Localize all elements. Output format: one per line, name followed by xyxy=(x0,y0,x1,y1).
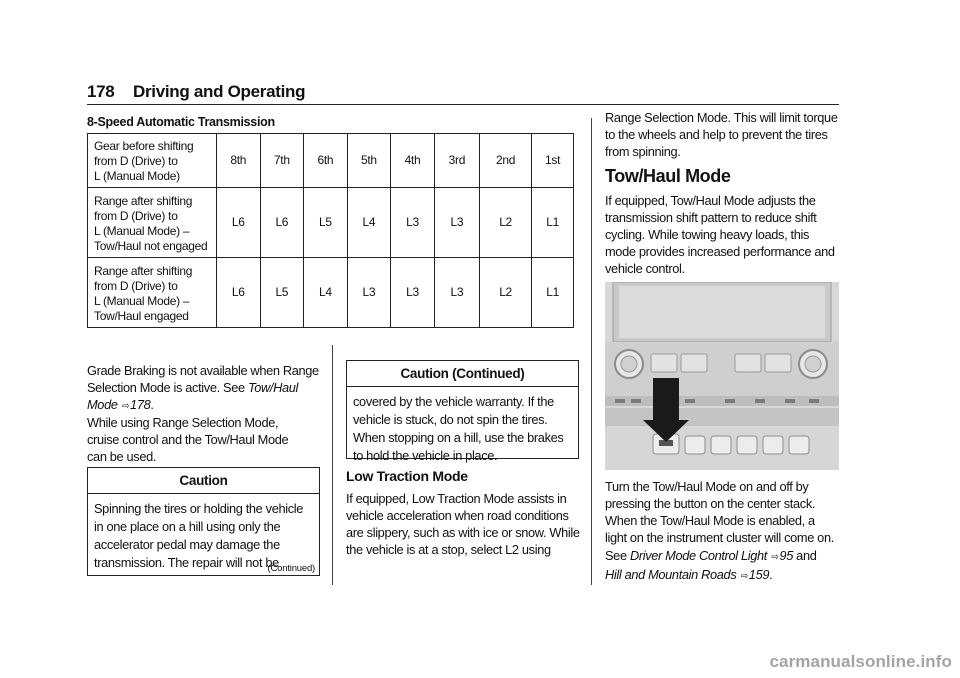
text-line: vehicle is stuck, do not spin the tires. xyxy=(353,412,548,427)
text-line: See Driver Mode Control Light ⇨95 and xyxy=(605,548,817,563)
table-cell: L3 xyxy=(434,188,479,258)
table-title: 8-Speed Automatic Transmission xyxy=(87,115,275,129)
page-ref[interactable]: 178 xyxy=(130,397,151,412)
table-cell: 6th xyxy=(304,134,348,188)
caution-heading: Caution (Continued) xyxy=(347,361,578,387)
label-line: from D (Drive) to xyxy=(94,208,178,223)
table-cell: L3 xyxy=(434,258,479,328)
text-line: transmission. The repair will not be xyxy=(94,555,279,570)
label-line: Tow/Haul engaged xyxy=(94,308,189,323)
table-cell: L6 xyxy=(217,188,261,258)
xref-link[interactable]: Driver Mode Control Light xyxy=(629,548,767,563)
table-cell: L1 xyxy=(532,258,574,328)
table-cell: L6 xyxy=(260,188,304,258)
watermark: carmanualsonline.info xyxy=(769,652,952,671)
text-line: transmission shift pattern to reduce shift xyxy=(605,210,817,225)
row-label xyxy=(88,134,217,188)
see-also-paragraph xyxy=(605,547,843,585)
text-line: in one place on a hill using only the xyxy=(94,519,281,534)
text-line: from spinning. xyxy=(605,144,681,159)
table-cell: L3 xyxy=(391,188,435,258)
xref-link[interactable]: Tow/Haul Mode xyxy=(87,380,299,412)
label-line: Range after shifting xyxy=(94,263,193,278)
table-cell: L3 xyxy=(391,258,435,328)
table-cell: L4 xyxy=(347,188,391,258)
page-ref-icon: ⇨ xyxy=(740,571,748,582)
label-line: L (Manual Mode) – xyxy=(94,223,190,238)
continued-label: (Continued) xyxy=(267,563,315,574)
text-line: vehicle acceleration when road conditions xyxy=(346,508,569,523)
turn-on-paragraph xyxy=(605,478,843,546)
text-line: cycling. While towing heavy loads, this xyxy=(605,227,809,242)
label-line: L (Manual Mode) xyxy=(94,169,180,183)
table-cell: 7th xyxy=(260,134,304,188)
caution-body xyxy=(347,387,578,465)
cruise-paragraph: While using Range Selection Mode, cruise control and the Tow/Haul Mode can be used. xyxy=(87,415,289,464)
caution-body xyxy=(88,494,319,572)
text-line: accelerator pedal may damage the xyxy=(94,537,280,552)
text-line: If equipped, Low Traction Mode assists in xyxy=(346,491,567,506)
label-line: L (Manual Mode) – xyxy=(94,293,190,308)
text-line: the vehicle is at a stop, select L2 using xyxy=(346,542,551,557)
table-cell: 3rd xyxy=(434,134,479,188)
page-header xyxy=(87,82,839,104)
text-line: When the Tow/Haul Mode is enabled, a xyxy=(605,513,815,528)
label-line: Range after shifting xyxy=(94,193,193,208)
column-divider xyxy=(591,118,592,585)
table-cell: L5 xyxy=(304,188,348,258)
page-ref-icon: ⇨ xyxy=(121,401,130,412)
center-stack-illustration xyxy=(605,282,839,470)
table-cell: 4th xyxy=(391,134,435,188)
header-rule xyxy=(87,104,839,105)
caution-heading: Caution xyxy=(88,468,319,494)
text-line: covered by the vehicle warranty. If the xyxy=(353,394,554,409)
text-line: light on the instrument cluster will come on. xyxy=(605,530,834,545)
table-cell: L1 xyxy=(532,188,574,258)
label-line: Tow/Haul not engaged xyxy=(94,238,208,253)
text-line: pressing the button on the center stack. xyxy=(605,496,816,511)
text-line: are slippery, such as with ice or snow. While xyxy=(346,525,580,540)
text-line: Range Selection Mode. This will limit torque xyxy=(605,110,838,125)
caution-continued-box xyxy=(346,360,579,463)
text-line: If equipped, Tow/Haul Mode adjusts the xyxy=(605,193,816,208)
page-title: Driving and Operating xyxy=(133,82,306,101)
table-cell: L3 xyxy=(347,258,391,328)
text-line: Hill and Mountain Roads ⇨159. xyxy=(605,567,773,582)
caution-box xyxy=(87,467,320,576)
table-cell: L2 xyxy=(479,188,531,258)
table-cell: 8th xyxy=(217,134,261,188)
text-line: When stopping on a hill, use the brakes xyxy=(353,430,564,445)
page-number: 178 xyxy=(87,82,115,101)
text-line: to the wheels and help to prevent the tires xyxy=(605,127,828,142)
label-line: from D (Drive) to xyxy=(94,278,178,293)
text-line: Turn the Tow/Haul Mode on and off by xyxy=(605,479,809,494)
low-traction-heading: Low Traction Mode xyxy=(346,468,468,484)
row-label xyxy=(88,258,217,328)
table-row xyxy=(88,188,574,258)
table-cell: L6 xyxy=(217,258,261,328)
table-cell: L5 xyxy=(260,258,304,328)
tow-haul-paragraph xyxy=(605,192,843,277)
table-cell: L2 xyxy=(479,258,531,328)
tow-haul-heading: Tow/Haul Mode xyxy=(605,166,731,186)
xref-link[interactable]: Hill and Mountain Roads xyxy=(605,567,737,582)
text-line: to hold the vehicle in place. xyxy=(353,448,498,463)
table-cell: L4 xyxy=(304,258,348,328)
text-line: mode provides increased performance and xyxy=(605,244,835,259)
transmission-table xyxy=(87,133,574,328)
grade-braking-paragraph: Grade Braking is not available when Range Selection Mode is active. See Tow/Haul Mode ⇨178. xyxy=(87,363,319,412)
table-row xyxy=(88,258,574,328)
table-cell: 5th xyxy=(347,134,391,188)
table-row xyxy=(88,134,574,188)
label-line: from D (Drive) to xyxy=(94,154,178,168)
text-line: Spinning the tires or holding the vehicle xyxy=(94,501,304,516)
row-label xyxy=(88,188,217,258)
page-ref-icon: ⇨ xyxy=(771,552,779,563)
text-line: vehicle control. xyxy=(605,261,685,276)
table-cell: 1st xyxy=(532,134,574,188)
label-line: Gear before shifting xyxy=(94,139,194,153)
column-divider xyxy=(332,345,333,585)
page-ref[interactable]: 159 xyxy=(748,567,770,582)
table-cell: 2nd xyxy=(479,134,531,188)
low-traction-paragraph xyxy=(346,490,586,558)
range-selection-paragraph xyxy=(605,109,843,160)
page-ref[interactable]: 95 xyxy=(779,548,793,563)
